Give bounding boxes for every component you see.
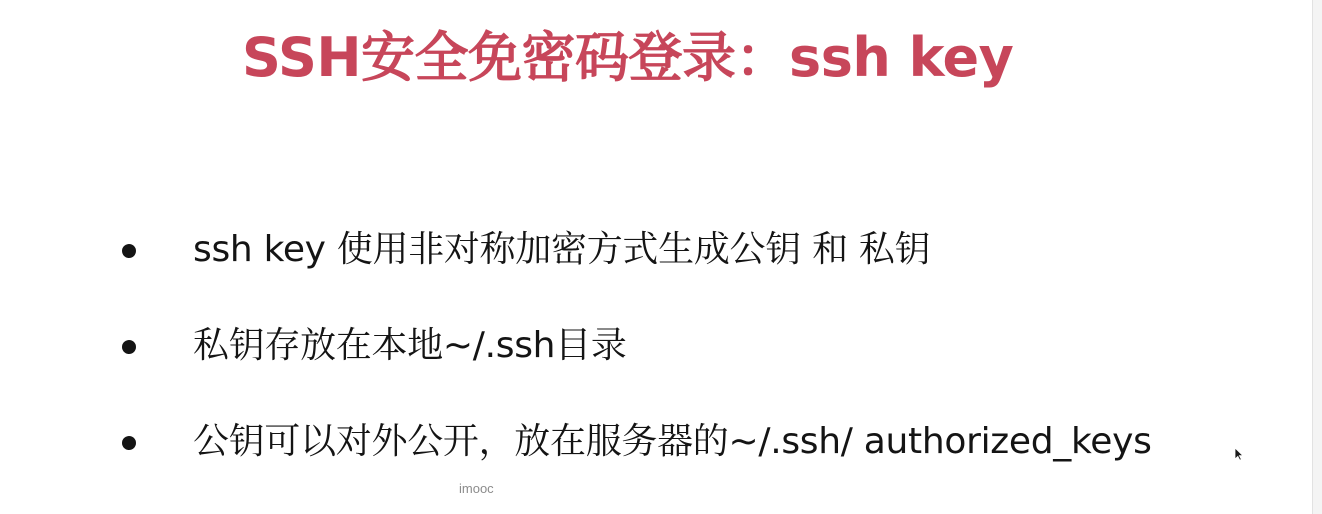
watermark: imooc [459, 481, 494, 496]
slide-title: SSH安全免密码登录：ssh key [242, 26, 1014, 89]
bullet-dot-icon [122, 436, 136, 450]
bullet-item [0, 318, 1322, 374]
bullet-item [0, 222, 1322, 278]
bullet-text: 私钥存放在本地~/.ssh目录 [193, 325, 627, 366]
bullet-item [0, 414, 1322, 470]
bullet-dot-icon [122, 340, 136, 354]
mouse-pointer-icon [1234, 447, 1244, 461]
bullet-text: ssh key 使用非对称加密方式生成公钥 和 私钥 [193, 229, 931, 270]
bullet-dot-icon [122, 244, 136, 258]
bullet-text: 公钥可以对外公开，放在服务器的~/.ssh/ authorized_keys [193, 421, 1152, 462]
